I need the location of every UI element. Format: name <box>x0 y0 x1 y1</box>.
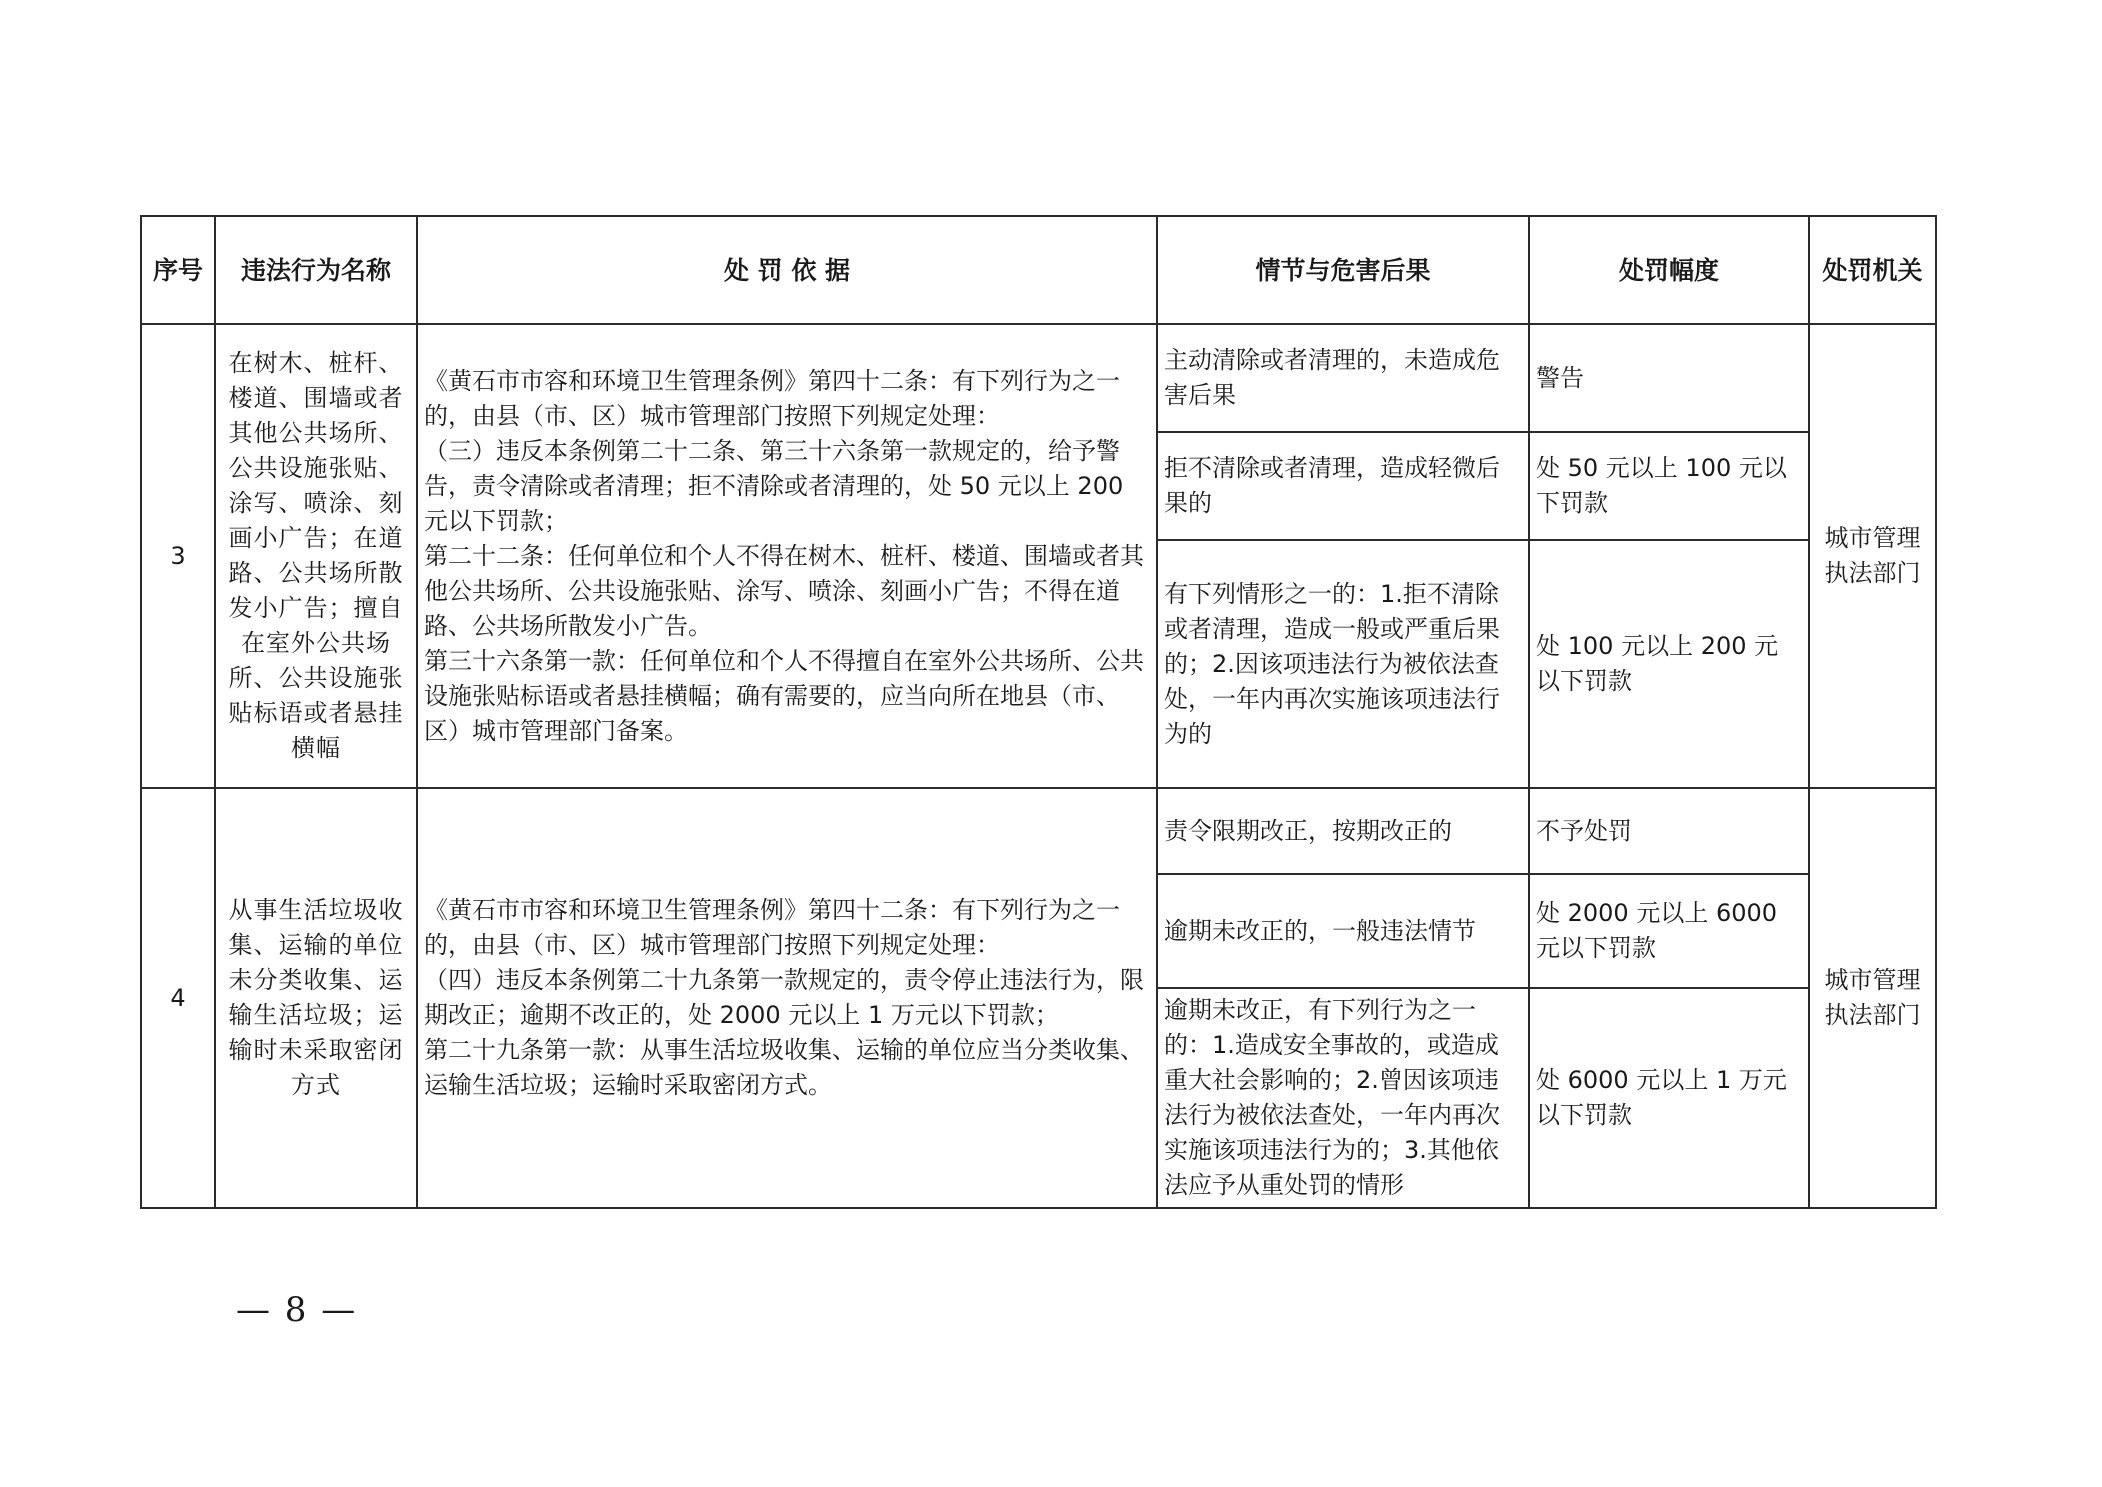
row-number: 3 <box>141 324 215 788</box>
circumstance-cell: 有下列情形之一的：1.拒不清除或者清理，造成一般或严重后果的；2.因该项违法行为被依法查处，一年内再次实施该项违法行为的 <box>1157 540 1529 788</box>
penalty-range-cell: 处 2000 元以上 6000 元以下罚款 <box>1529 874 1809 988</box>
penalty-range-cell: 不予处罚 <box>1529 788 1809 874</box>
header-no: 序号 <box>141 216 215 324</box>
penalty-range-cell: 处 6000 元以上 1 万元以下罚款 <box>1529 988 1809 1208</box>
authority-cell: 城市管理执法部门 <box>1809 788 1936 1208</box>
header-name: 违法行为名称 <box>215 216 417 324</box>
basis-paragraph: 第二十二条：任何单位和个人不得在树木、桩杆、楼道、围墙或者其他公共场所、公共设施张贴、涂写、喷涂、刻画小广告；不得在道路、公共场所散发小广告。 <box>424 541 1144 640</box>
penalty-basis <box>417 324 1157 788</box>
basis-paragraph: 《黄石市市容和环境卫生管理条例》第四十二条：有下列行为之一的，由县（市、区）城市管理部门按照下列规定处理： <box>424 366 1120 430</box>
circumstance-cell: 拒不清除或者清理，造成轻微后果的 <box>1157 432 1529 540</box>
row-number: 4 <box>141 788 215 1208</box>
basis-paragraph: （三）违反本条例第二十二条、第三十六条第一款规定的，给予警告，责令清除或者清理；拒不清除或者清理的，处 50 元以上 200 元以下罚款； <box>424 436 1124 535</box>
page-number: — 8 — <box>236 1290 358 1330</box>
penalty-range-cell: 警告 <box>1529 324 1809 432</box>
circumstance-cell: 逾期未改正的，一般违法情节 <box>1157 874 1529 988</box>
basis-paragraph: 第二十九条第一款：从事生活垃圾收集、运输的单位应当分类收集、运输生活垃圾；运输时采取密闭方式。 <box>424 1036 1144 1099</box>
basis-paragraph: 第三十六条第一款：任何单位和个人不得擅自在室外公共场所、公共设施张贴标语或者悬挂横幅；确有需要的，应当向所在地县（市、区）城市管理部门备案。 <box>424 646 1144 745</box>
violation-name: 在树木、桩杆、楼道、围墙或者其他公共场所、公共设施张贴、涂写、喷涂、刻画小广告；在道路、公共场所散发小广告；擅自在室外公共场所、公共设施张贴标语或者悬挂横幅 <box>215 324 417 788</box>
header-circumstance: 情节与危害后果 <box>1157 216 1529 324</box>
header-range: 处罚幅度 <box>1529 216 1809 324</box>
penalty-range-cell: 处 50 元以上 100 元以下罚款 <box>1529 432 1809 540</box>
authority-cell: 城市管理执法部门 <box>1809 324 1936 788</box>
penalty-range-cell: 处 100 元以上 200 元以下罚款 <box>1529 540 1809 788</box>
table-row <box>141 324 1936 432</box>
header-authority: 处罚机关 <box>1809 216 1936 324</box>
header-basis: 处 罚 依 据 <box>417 216 1157 324</box>
header-row <box>141 216 1936 324</box>
penalty-table <box>140 215 1937 1209</box>
circumstance-cell: 责令限期改正，按期改正的 <box>1157 788 1529 874</box>
circumstance-cell: 逾期未改正，有下列行为之一的：1.造成安全事故的，或造成重大社会影响的；2.曾因该项违法行为被依法查处，一年内再次实施该项违法行为的；3.其他依法应予从重处罚的情形 <box>1157 988 1529 1208</box>
circumstance-cell: 主动清除或者清理的，未造成危害后果 <box>1157 324 1529 432</box>
penalty-basis <box>417 788 1157 1208</box>
basis-paragraph: （四）违反本条例第二十九条第一款规定的，责令停止违法行为，限期改正；逾期不改正的，处 2000 元以上 1 万元以下罚款； <box>424 966 1144 1029</box>
violation-name: 从事生活垃圾收集、运输的单位未分类收集、运输生活垃圾；运输时未采取密闭方式 <box>215 788 417 1208</box>
basis-paragraph: 《黄石市市容和环境卫生管理条例》第四十二条：有下列行为之一的，由县（市、区）城市管理部门按照下列规定处理： <box>424 896 1120 959</box>
table-row <box>141 788 1936 874</box>
